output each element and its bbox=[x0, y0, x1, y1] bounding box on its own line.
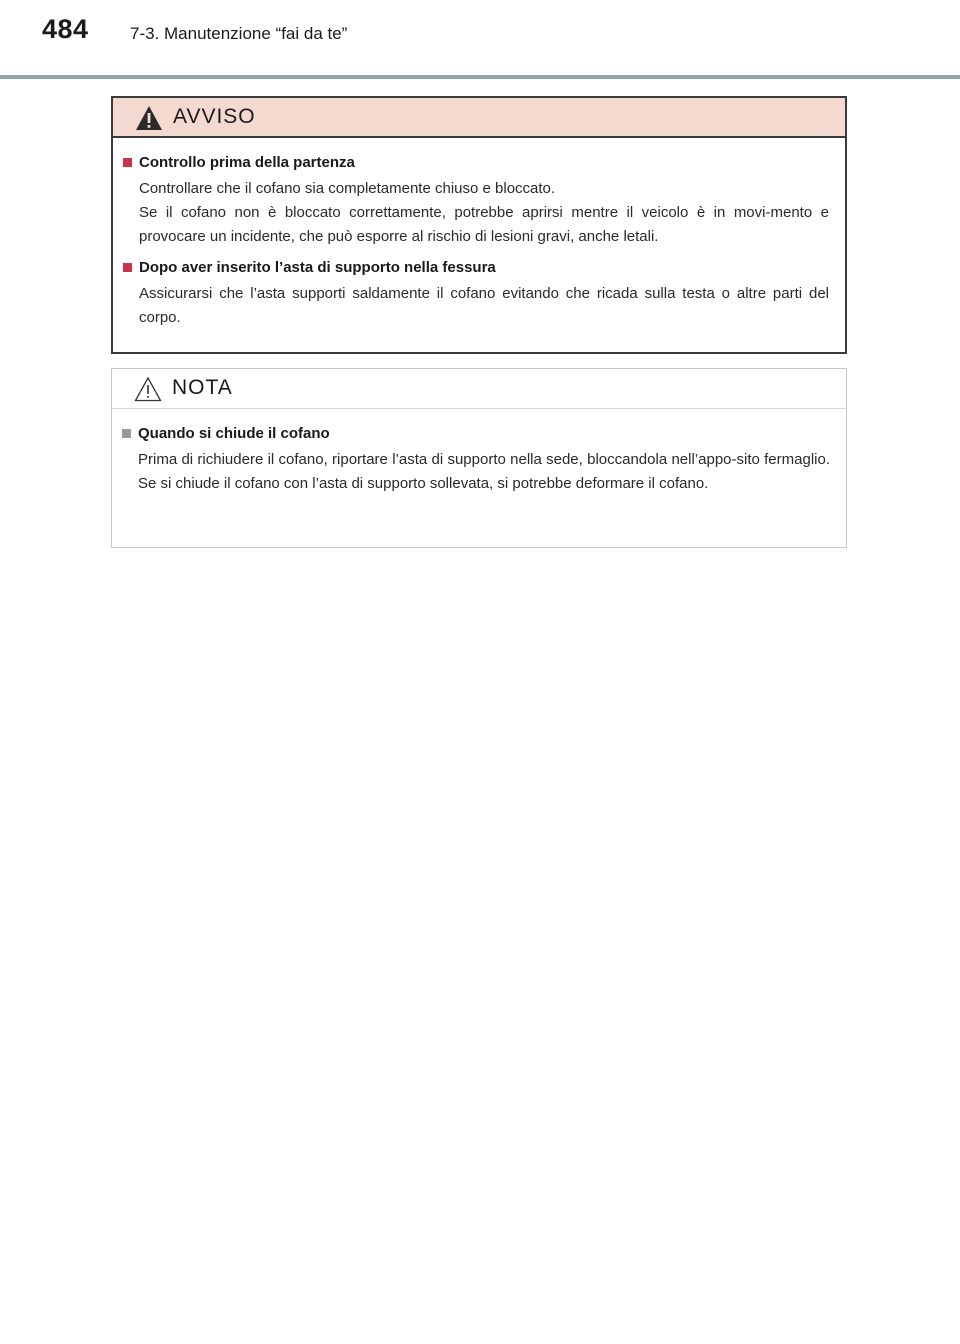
warning-item-text: Se il cofano non è bloccato correttamente, potrebbe aprirsi mentre il veicolo è in movi-mento e provocare un incidente, che può esporre al rischio di lesioni gravi, anche letali. bbox=[139, 204, 829, 245]
warning-item bbox=[123, 259, 829, 330]
warning-item-heading: Controllo prima della partenza bbox=[139, 154, 355, 171]
warning-box bbox=[111, 96, 847, 354]
warning-item-text: Assicurarsi che l’asta supporti saldamente il cofano evitando che ricada sulla testa o altre parti del corpo. bbox=[139, 285, 829, 326]
section-title: 7-3. Manutenzione “fai da te” bbox=[130, 24, 348, 43]
note-item bbox=[122, 425, 830, 496]
header-divider bbox=[0, 75, 960, 79]
warning-box-body bbox=[113, 138, 845, 330]
note-box bbox=[111, 368, 847, 548]
warning-item-heading: Dopo aver inserito l’asta di supporto nella fessura bbox=[139, 259, 496, 276]
page-header bbox=[0, 0, 960, 80]
note-item-text: Prima di richiudere il cofano, riportare l’asta di supporto nella sede, bloccandola nell’appo-sito fermaglio. Se si chiude il cofano con l’asta di supporto sollevata, si potrebbe deformare il cofano. bbox=[138, 451, 830, 492]
warning-box-title: AVVISO bbox=[173, 105, 256, 128]
note-item-heading: Quando si chiude il cofano bbox=[138, 425, 330, 442]
warning-box-header bbox=[113, 98, 845, 138]
warning-icon bbox=[135, 105, 163, 131]
warning-item bbox=[123, 154, 829, 249]
page-number: 484 bbox=[42, 14, 89, 44]
note-box-title: NOTA bbox=[172, 376, 233, 399]
square-bullet-icon bbox=[123, 263, 132, 272]
warning-item-text: Controllare che il cofano sia completamente chiuso e bloccato. bbox=[139, 180, 556, 197]
note-box-body bbox=[112, 409, 846, 496]
note-box-header bbox=[112, 369, 846, 409]
square-bullet-icon bbox=[122, 429, 131, 438]
square-bullet-icon bbox=[123, 158, 132, 167]
caution-outline-icon bbox=[134, 376, 162, 402]
